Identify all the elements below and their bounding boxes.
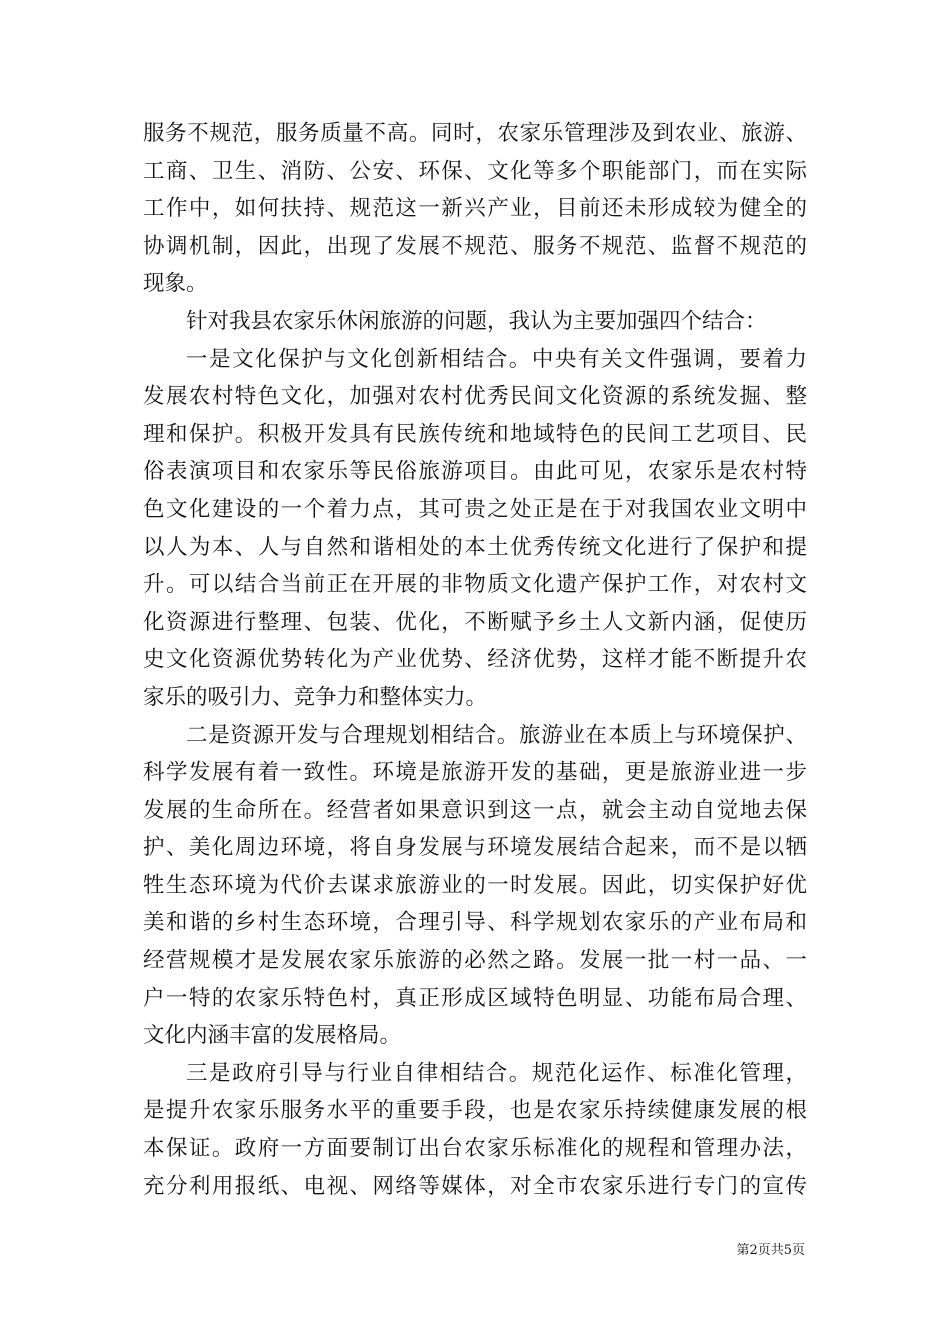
paragraph-start: 针对我县农家乐休闲旅游的问题，我认为主要加强四个结合： [186, 308, 767, 334]
text-line: 是提升农家乐服务水平的重要手段，也是农家乐持续健康发展的根 [143, 1098, 807, 1124]
text-line: 理和保护。积极开发具有民族传统和地域特色的民间工艺项目、民 [143, 421, 807, 447]
page-number: 第2页共5页 [736, 1243, 805, 1258]
text-line: 科学发展有着一致性。环境是旅游开发的基础，更是旅游业进一步 [143, 760, 807, 786]
text-line: 升。可以结合当前正在开展的非物质文化遗产保护工作，对农村文 [143, 572, 807, 598]
paragraph-start: 一是文化保护与文化创新相结合。中央有关文件强调，要着力 [186, 346, 807, 372]
text-line: 户一特的农家乐特色村，真正形成区域特色明显、功能布局合理、 [143, 985, 807, 1011]
text-line: 协调机制，因此，出现了发展不规范、服务不规范、监督不规范的 [143, 233, 807, 259]
text-line: 工作中，如何扶持、规范这一新兴产业，目前还未形成较为健全的 [143, 196, 807, 222]
text-line: 发展的生命所在。经营者如果意识到这一点，就会主动自觉地去保 [143, 797, 807, 823]
text-line: 护、美化周边环境，将自身发展与环境发展结合起来，而不是以牺 [143, 835, 807, 861]
text-line: 牲生态环境为代价去谋求旅游业的一时发展。因此，切实保护好优 [143, 872, 807, 898]
text-line: 工商、卫生、消防、公安、环保、文化等多个职能部门，而在实际 [143, 158, 807, 184]
paragraph-start: 三是政府引导与行业自律相结合。规范化运作、标准化管理， [186, 1060, 807, 1086]
text-line: 本保证。政府一方面要制订出台农家乐标准化的规程和管理办法， [143, 1136, 807, 1162]
text-line: 美和谐的乡村生态环境，合理引导、科学规划农家乐的产业布局和 [143, 910, 807, 936]
text-line: 充分利用报纸、电视、网络等媒体，对全市农家乐进行专门的宣传 [143, 1173, 807, 1199]
text-line: 文化内涵丰富的发展格局。 [143, 1023, 402, 1049]
text-line: 经营规模才是发展农家乐旅游的必然之路。发展一批一村一品、一 [143, 948, 807, 974]
text-line: 服务不规范，服务质量不高。同时，农家乐管理涉及到农业、旅游、 [143, 121, 807, 146]
text-line: 色文化建设的一个着力点，其可贵之处正是在于对我国农业文明中 [143, 496, 807, 522]
text-line: 现象。 [143, 271, 208, 297]
text-line: 化资源进行整理、包装、优化，不断赋予乡土人文新内涵，促使历 [143, 609, 807, 635]
text-line: 史文化资源优势转化为产业优势、经济优势，这样才能不断提升农 [143, 647, 807, 673]
body-text [143, 115, 807, 1205]
text-line: 俗表演项目和农家乐等民俗旅游项目。由此可见，农家乐是农村特 [143, 459, 807, 485]
text-line: 发展农村特色文化，加强对农村优秀民间文化资源的系统发掘、整 [143, 384, 807, 410]
paragraph-start: 二是资源开发与合理规划相结合。旅游业在本质上与环境保护、 [186, 722, 807, 748]
text-line: 以人为本、人与自然和谐相处的本土优秀传统文化进行了保护和提 [143, 534, 807, 560]
text-line: 家乐的吸引力、竞争力和整体实力。 [143, 684, 488, 710]
